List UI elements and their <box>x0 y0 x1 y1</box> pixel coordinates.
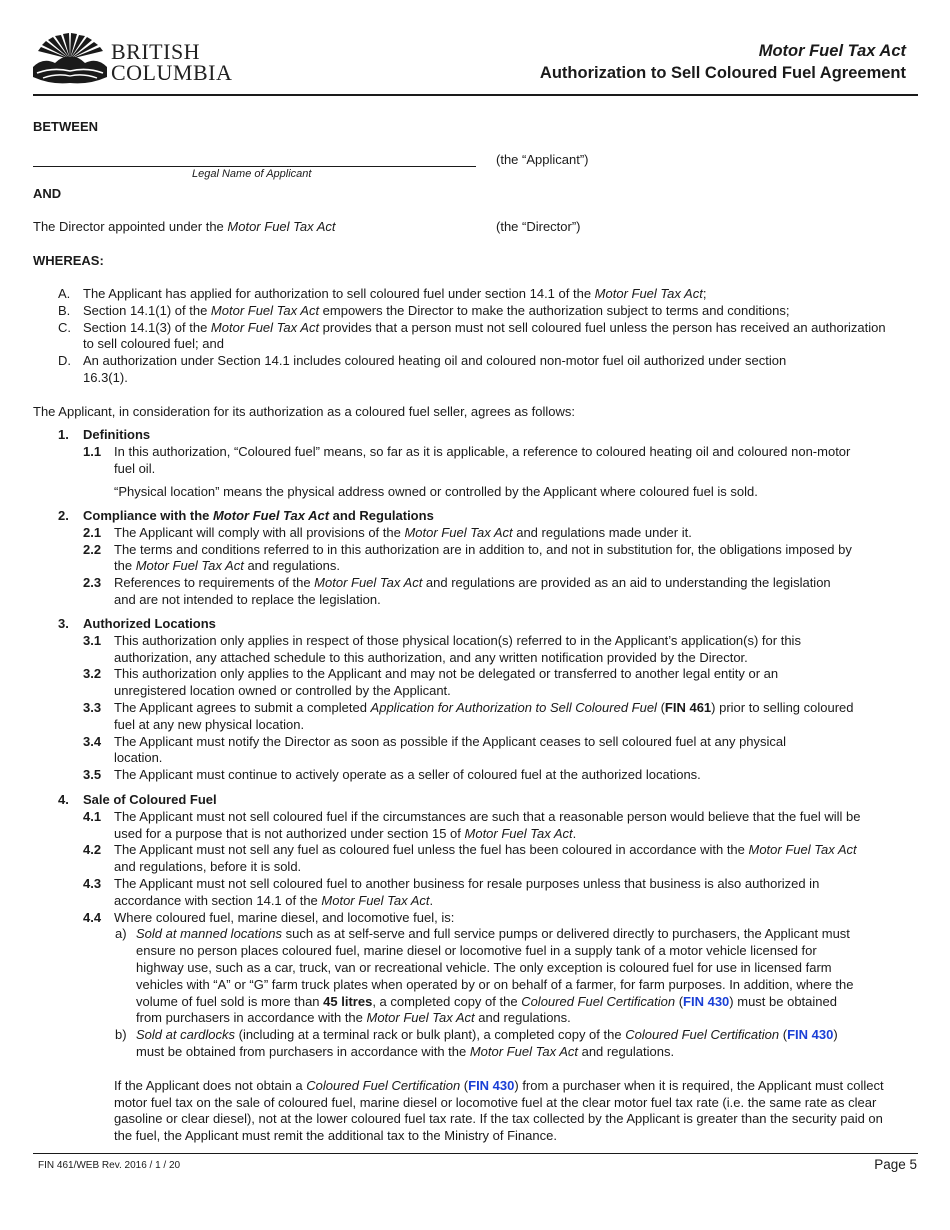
clause-4-3: 4.3 The Applicant must not sell coloured fuel to another business for resale purposes unless that business is also authorized in accordance with section 14.1 of the Motor Fuel Tax Act. <box>83 875 820 908</box>
clause-2-1: 2.1 The Applicant will comply with all provisions of the Motor Fuel Tax Act and regulations made under it. <box>83 524 692 540</box>
bc-sun-mountain-icon <box>33 33 107 85</box>
section-4 <box>58 792 918 1145</box>
section-2 <box>58 508 918 609</box>
fin-430-link[interactable]: FIN 430 <box>787 1027 834 1043</box>
whereas-item: B. Section 14.1(1) of the Motor Fuel Tax Act empowers the Director to make the authorization subject to terms and conditions; <box>58 302 790 318</box>
logo-line-2: COLUMBIA <box>111 60 233 85</box>
whereas-item: D. An authorization under Section 14.1 includes coloured heating oil and coloured non-motor fuel oil authorized under section 16.3(1). <box>58 353 787 385</box>
and-label: AND <box>33 186 62 201</box>
applicant-tag: (the “Applicant”) <box>496 152 589 167</box>
section-heading: 2. Compliance with the Motor Fuel Tax Act and Regulations <box>58 508 434 523</box>
form-id: FIN 461/WEB Rev. 2016 / 1 / 20 <box>38 1160 181 1171</box>
clause-3-5: 3.5 The Applicant must continue to actively operate as a seller of coloured fuel at the authorized locations. <box>83 767 701 783</box>
whereas-heading: WHEREAS: <box>33 253 104 268</box>
fin-430-link[interactable]: FIN 430 <box>683 993 730 1009</box>
footer-rule <box>33 1153 918 1154</box>
between-label: BETWEEN <box>33 119 98 134</box>
section-heading: 1. Definitions <box>58 427 151 442</box>
applicant-name-caption: Legal Name of Applicant <box>192 168 312 180</box>
logo-line-1: BRITISH <box>111 39 201 64</box>
section-heading: 3. Authorized Locations <box>58 616 216 631</box>
clause-3-3: 3.3 The Applicant agrees to submit a completed Application for Authorization to Sell Coloured Fuel (FIN 461) prior to selling coloured fuel at any new physical location. <box>83 699 854 732</box>
header-rule <box>33 94 918 96</box>
clause-2-2: 2.2 The terms and conditions referred to in this authorization are in addition to, and not in substitution for, the obligations imposed by the Motor Fuel Tax Act and regulations. <box>83 541 852 574</box>
whereas-item: C. Section 14.1(3) of the Motor Fuel Tax Act provides that a person must not sell coloured fuel unless the person has received an authorization to sell coloured fuel; and <box>58 319 886 352</box>
document-subtitle: Authorization to Sell Coloured Fuel Agreement <box>539 63 906 82</box>
page-number: Page 5 <box>874 1157 917 1172</box>
director-text: The Director appointed under the Motor Fuel Tax Act <box>33 219 336 234</box>
clause-1-1-physical-location: “Physical location” means the physical address owned or controlled by the Applicant where coloured fuel is sold. <box>114 484 758 500</box>
clause-3-1: 3.1 This authorization only applies in respect of those physical location(s) referred to in the Applicant’s application(s) for this authorization, any attached schedule to this authorization, and any written notification provided by the Director. <box>83 632 801 665</box>
intro-text: The Applicant, in consideration for its authorization as a coloured fuel seller, agrees as follows: <box>33 404 575 419</box>
section-3 <box>58 616 918 784</box>
clause-3-4: 3.4 The Applicant must notify the Director as soon as possible if the Applicant ceases to sell coloured fuel at any physical location. <box>83 733 787 766</box>
clause-4-1: 4.1 The Applicant must not sell coloured fuel if the circumstances are such that a reasonable person would believe that the fuel will be used for a purpose that is not authorized under section 15 of Motor Fuel Tax Act. <box>83 808 861 841</box>
clause-4-2: 4.2 The Applicant must not sell any fuel as coloured fuel unless the fuel has been coloured in accordance with the Motor Fuel Tax Act and regulations, before it is sold. <box>83 842 857 875</box>
clause-3-2: 3.2 This authorization only applies to the Applicant and may not be delegated or transferred to another legal entity or an unregistered location owned or controlled by the Applicant. <box>83 666 779 699</box>
fin-430-link[interactable]: FIN 430 <box>468 1077 515 1093</box>
clause-4-4: 4.4 Where coloured fuel, marine diesel, and locomotive fuel, is: <box>83 909 455 925</box>
bc-logo <box>33 33 233 85</box>
clause-4-4-b: b) Sold at cardlocks (including at a terminal rack or bulk plant), a completed copy of the Coloured Fuel Certification (FIN 430) must be obtained from purchasers in accordance with the Motor Fuel Tax Act and regulations. <box>115 1027 838 1059</box>
director-tag: (the “Director”) <box>496 219 581 234</box>
document-title: Motor Fuel Tax Act <box>758 42 906 60</box>
section-heading: 4. Sale of Coloured Fuel <box>58 792 217 807</box>
clause-4-4-tax-paragraph: If the Applicant does not obtain a Coloured Fuel Certification (FIN 430) from a purchaser when it is required, the Applicant must collect motor fuel tax on the sale of coloured fuel, marine diesel or locomotive fuel at the clear motor fuel tax rate (i.e. the same rate as clear gasoline or clear diesel), not at the lower coloured fuel tax rate. If the tax collected by the Applicant is greater than the security paid on the fuel, the Applicant must remit the additional tax to the Ministry of Finance. <box>114 1077 884 1144</box>
section-1 <box>58 427 918 501</box>
whereas-list <box>58 286 888 387</box>
clause-4-4-a: a) Sold at manned locations such as at self-serve and full service pumps or delivered directly to purchasers, the Applicant must ensure no person places coloured fuel, marine diesel or locomotive fuel in a supply tank of a motor vehicle licensed for highway use, such as a car, truck, van or recreational vehicle. The only exception is coloured fuel for use in licensed farm vehicles with “A” or “G” farm truck plates when operated by or on behalf of a farmer, for farm purposes. In addition, where the volume of fuel sold is more than 45 litres, a completed copy of the Coloured Fuel Certification (FIN 430) must be obtained from purchasers in accordance with the Motor Fuel Tax Act and regulations. <box>115 926 854 1026</box>
whereas-item: A. The Applicant has applied for authorization to sell coloured fuel under section 14.1 of the Motor Fuel Tax Act; <box>58 286 707 301</box>
clause-1-1: 1.1 In this authorization, “Coloured fuel” means, so far as it is applicable, a reference to coloured heating oil and coloured non-motor fuel oil. <box>83 443 851 476</box>
document-title-block <box>540 41 906 84</box>
clause-2-3: 2.3 References to requirements of the Motor Fuel Tax Act and regulations are provided as an aid to understanding the legislation and are not intended to replace the legislation. <box>83 575 831 607</box>
